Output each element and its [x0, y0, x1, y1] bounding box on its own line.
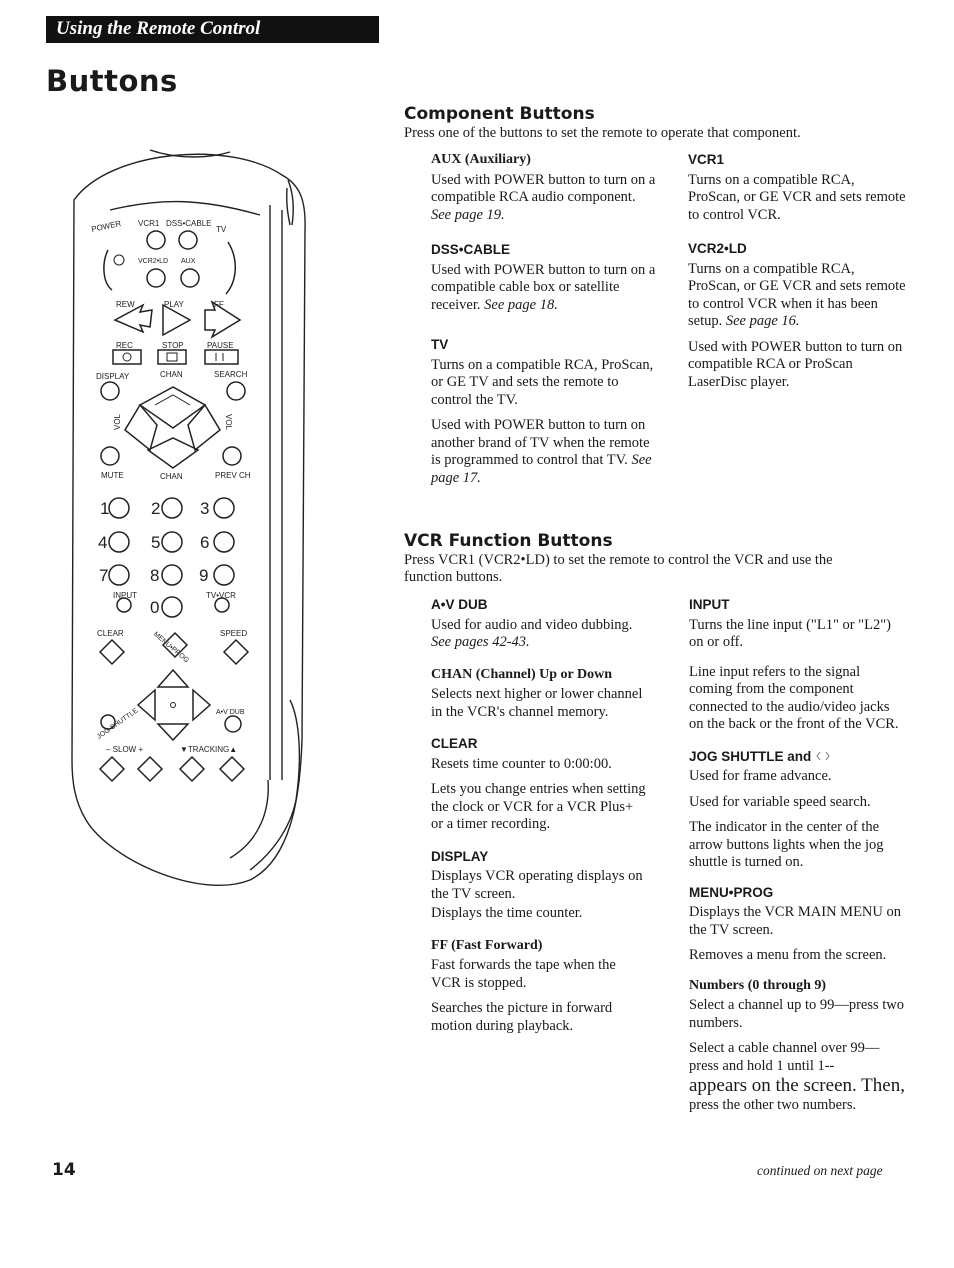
menu-prog-title: MENU•PROG [689, 884, 774, 900]
remote-number-0: 0 [150, 598, 160, 617]
tv-ref: See page 17. [431, 452, 652, 486]
input-text-1: Turns the line input ("L1" or "L2") on or off. [689, 616, 891, 650]
vcr2-ld-title: VCR2•LD [688, 241, 747, 256]
component-intro: Press one of the buttons to set the remote to operate that component. [404, 125, 801, 141]
remote-number-5: 5 [151, 533, 161, 552]
ff-text-1: Fast forwards the tape when the VCR is stopped. [431, 957, 616, 991]
ff-text-2: Searches the picture in forward motion during playback. [431, 1000, 613, 1034]
aux-text: Used with POWER button to turn on a compatible RCA audio component. [431, 171, 656, 205]
remote-label-display: DISPLAY [96, 372, 130, 381]
vcr-left-column [431, 596, 646, 1043]
jog-arrows-icon [815, 749, 831, 763]
remote-number-3: 3 [200, 499, 210, 518]
display-text-1: Displays VCR operating displays on the TV screen. [431, 868, 643, 902]
vcr1-text: Turns on a compatible RCA, ProScan, or GE VCR and sets remote to control VCR. [688, 171, 906, 223]
remote-label-vol-right: VOL [224, 414, 233, 431]
aux-ref: See page 19. [431, 206, 505, 223]
ff-title: FF (Fast Forward) [431, 937, 543, 953]
page-number: 14 [52, 1160, 76, 1180]
remote-label-rew: REW [116, 300, 135, 309]
remote-label-jog-shuttle: JOG SHUTTLE [95, 707, 140, 741]
chan-title: CHAN (Channel) Up or Down [431, 666, 612, 682]
continued-note: continued on next page [757, 1163, 883, 1178]
av-dub-title: A•V DUB [431, 597, 488, 612]
remote-label-mute: MUTE [101, 471, 124, 480]
vcr-function-heading: VCR Function Buttons [404, 531, 613, 551]
aux-title: AUX (Auxiliary) [431, 152, 531, 167]
remote-label-menu-prog: MENU•PROG [151, 630, 190, 665]
jog-text-1: Used for frame advance. [689, 768, 832, 784]
numbers-title: Numbers (0 through 9) [689, 977, 827, 993]
remote-label-clear: CLEAR [97, 629, 124, 638]
dss-cable-ref: See page 18. [484, 296, 558, 313]
av-dub-text: Used for audio and video dubbing. [431, 616, 633, 633]
clear-text-2: Lets you change entries when setting the clock or VCR for a VCR Plus+ or a timer recording. [431, 781, 646, 832]
vcr-right-column [689, 596, 907, 1123]
numbers-text-2: Select a cable channel over 99—press and hold 1 until 1-- [689, 1040, 880, 1074]
page-title: Buttons [46, 64, 178, 98]
vcr1-title: VCR1 [688, 152, 725, 167]
remote-label-pause: PAUSE [207, 341, 234, 350]
section-header-text: Using the Remote Control [56, 18, 261, 39]
tv-text-1: Turns on a compatible RCA, ProScan, or GE TV and sets the remote to control the TV. [431, 356, 654, 408]
remote-number-2: 2 [151, 499, 161, 518]
remote-label-input: INPUT [113, 591, 137, 600]
component-heading: Component Buttons [404, 104, 595, 124]
display-title: DISPLAY [431, 848, 489, 864]
remote-label-slow: – SLOW + [106, 745, 144, 754]
dss-cable-block [431, 241, 656, 322]
jog-text-3: The indicator in the center of the arrow buttons lights when the jog shuttle is turned on. [689, 819, 884, 870]
remote-label-dss-cable: DSS•CABLE [166, 219, 212, 228]
remote-label-power: POWER [90, 218, 122, 234]
vcr-function-intro: Press VCR1 (VCR2•LD) to set the remote to control the VCR and use the function buttons. [404, 552, 833, 585]
input-title: INPUT [689, 597, 730, 612]
remote-label-tv-vcr: TV•VCR [206, 591, 236, 600]
remote-label-rec: REC [116, 341, 133, 350]
remote-number-4: 4 [98, 533, 108, 552]
remote-label-tv: TV [216, 225, 227, 234]
tv-text-2: Used with POWER button to turn on another brand of TV when the remote is programmed to control that TV. [431, 417, 650, 468]
numbers-text-4: press the other two numbers. [689, 1097, 857, 1113]
menu-prog-text-1: Displays the VCR MAIN MENU on the TV screen. [689, 904, 901, 938]
vcr2-ld-ref: See page 16. [725, 313, 800, 329]
vcr2-ld-text-2: Used with POWER button to turn on compatible RCA or ProScan LaserDisc player. [688, 338, 903, 390]
jog-text-2: Used for variable speed search. [689, 793, 871, 810]
remote-label-ff: FF [214, 300, 224, 309]
chan-text: Selects next higher or lower channel in the VCR's channel memory. [431, 686, 643, 720]
input-text-2: Line input refers to the signal coming from the component connected to the audio/video jacks on the back or the front of the VCR. [689, 663, 899, 732]
tv-block [431, 336, 656, 495]
remote-number-1: 1 [100, 499, 110, 518]
vcr1-block [688, 151, 908, 232]
remote-label-prev-ch: PREV CH [215, 471, 251, 480]
remote-label-search: SEARCH [214, 370, 248, 379]
menu-prog-text-2: Removes a menu from the screen. [689, 947, 887, 963]
remote-label-chan-down: CHAN [160, 472, 183, 481]
remote-control-illustration [60, 140, 316, 900]
remote-label-chan-up: CHAN [160, 370, 183, 379]
numbers-text-1: Select a channel up to 99—press two numbers. [689, 997, 905, 1031]
aux-block [431, 151, 656, 232]
remote-label-speed: SPEED [220, 629, 248, 638]
av-dub-ref: See pages 42-43. [431, 634, 530, 650]
clear-text-1: Resets time counter to 0:00:00. [431, 755, 612, 772]
vcr2-ld-text-1: Turns on a compatible RCA, ProScan, or GE VCR and sets remote to control VCR when it has been setup. [688, 260, 906, 329]
remote-number-9: 9 [199, 566, 209, 585]
remote-label-aux: AUX [181, 258, 196, 265]
remote-label-play: PLAY [164, 300, 184, 309]
remote-number-8: 8 [150, 566, 160, 585]
remote-label-stop: STOP [162, 341, 184, 350]
remote-number-7: 7 [99, 566, 109, 585]
remote-label-vcr2-ld: VCR2•LD [138, 258, 169, 265]
display-text-2: Displays the time counter. [431, 905, 583, 921]
remote-label-av-dub: A•V DUB [216, 709, 245, 716]
dss-cable-text: Used with POWER button to turn on a compatible cable box or satellite receiver. [431, 261, 656, 313]
numbers-text-3: appears on the screen. Then, [689, 1075, 905, 1096]
clear-title: CLEAR [431, 736, 478, 751]
remote-label-vcr1: VCR1 [138, 219, 160, 228]
remote-label-vol-left: VOL [113, 413, 122, 430]
jog-shuttle-title: JOG SHUTTLE and [689, 748, 812, 764]
vcr2-ld-block [688, 240, 908, 399]
tv-title: TV [431, 337, 449, 352]
section-header-bar [46, 16, 379, 43]
remote-label-tracking: ▼TRACKING▲ [180, 745, 238, 754]
dss-cable-title: DSS•CABLE [431, 242, 510, 257]
remote-number-6: 6 [200, 533, 210, 552]
